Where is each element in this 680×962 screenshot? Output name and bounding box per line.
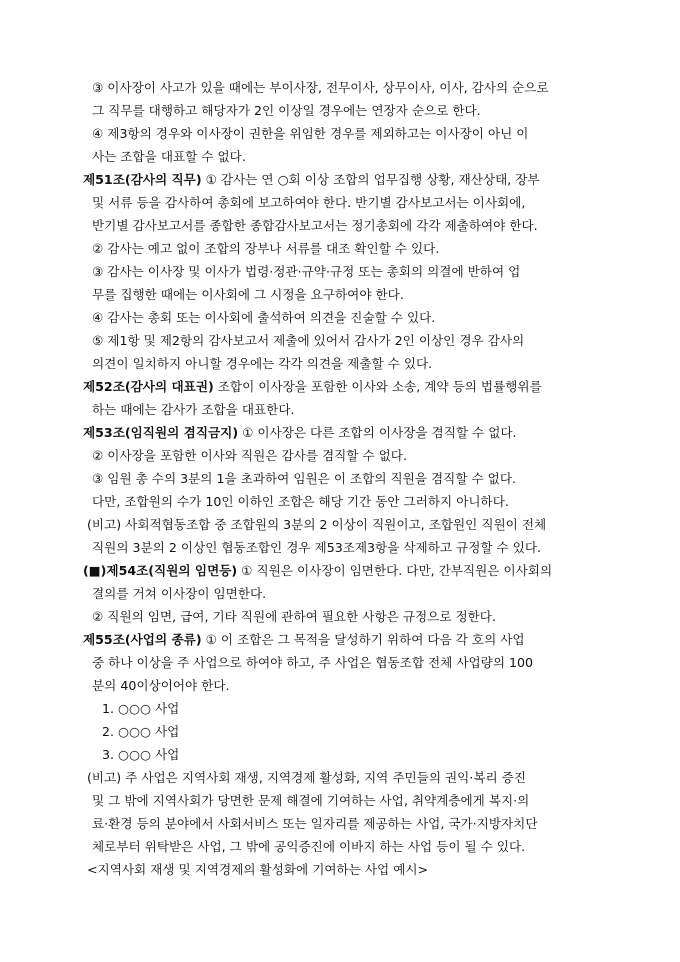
paragraph-line: 사는 조합을 대표할 수 없다. xyxy=(92,149,246,164)
article-52-text: 조합이 이사장을 포함한 이사와 소송, 계약 등의 법률행위를 xyxy=(217,379,542,394)
paragraph-line: ② 이사장을 포함한 이사와 직원은 감사를 겸직할 수 없다. xyxy=(92,448,407,463)
paragraph-line: ② 직원의 임면, 급여, 기타 직원에 관하여 필요한 사항은 규정으로 정한다. xyxy=(92,609,496,624)
article-51-line xyxy=(83,171,540,188)
article-51-text: ① 감사는 연 ○회 이상 조합의 업무집행 상황, 재산상태, 장부 xyxy=(205,172,540,187)
paragraph-line: ④ 감사는 총회 또는 이사회에 출석하여 의견을 진술할 수 있다. xyxy=(92,310,436,325)
paragraph-line: 결의를 거쳐 이사장이 임면한다. xyxy=(92,586,267,601)
paragraph-line: ③ 이사장이 사고가 있을 때에는 부이사장, 전무이사, 상무이사, 이사, 감사의 순으로 xyxy=(92,80,549,95)
note-line: (비고) 사회적협동조합 중 조합원의 3분의 2 이상이 직원이고, 조합원인 직원이 전체 xyxy=(87,517,547,532)
paragraph-line: ② 감사는 예고 없이 조합의 장부나 서류를 대조 확인할 수 있다. xyxy=(92,241,440,256)
article-51-heading: 제51조(감사의 직무) xyxy=(83,172,202,187)
article-53-text: ① 이사장은 다른 조합의 이사장을 겸직할 수 없다. xyxy=(242,425,517,440)
article-55-line xyxy=(83,631,525,648)
paragraph-line: ③ 임원 총 수의 3분의 1을 초과하여 임원은 이 조합의 직원을 겸직할 수 없다. xyxy=(92,471,516,486)
paragraph-line: 의견이 일치하지 아니할 경우에는 각각 의견을 제출할 수 있다. xyxy=(92,356,433,371)
article-53-heading: 제53조(임직원의 겸직금지) xyxy=(83,425,239,440)
list-item: 3. ○○○ 사업 xyxy=(102,747,180,762)
paragraph-line: 반기별 감사보고서를 종합한 종합감사보고서는 정기총회에 각각 제출하여야 한다. xyxy=(92,218,538,233)
article-53-line xyxy=(83,424,517,441)
article-54-text: ① 직원은 이사장이 임면한다. 다만, 간부직원은 이사회의 xyxy=(241,563,553,578)
article-54-heading: (■)제54조(직원의 임면등) xyxy=(83,563,238,578)
note-line: (비고) 주 사업은 지역사회 재생, 지역경제 활성화, 지역 주민들의 권익·복리 증진 xyxy=(87,770,527,785)
paragraph-line: 무를 집행한 때에는 이사회에 그 시정을 요구하여야 한다. xyxy=(92,287,404,302)
paragraph-line: ⑤ 제1항 및 제2항의 감사보고서 제출에 있어서 감사가 2인 이상인 경우 감사의 xyxy=(92,333,525,348)
note-line: 직원의 3분의 2 이상인 협동조합인 경우 제53조제3항을 삭제하고 규정할 수 있다. xyxy=(92,540,542,555)
paragraph-line: 그 직무를 대행하고 해당자가 2인 이상일 경우에는 연장자 순으로 한다. xyxy=(92,103,481,118)
paragraph-line: 및 서류 등을 감사하여 총회에 보고하여야 한다. 반기별 감사보고서는 이사회에, xyxy=(92,195,526,210)
article-52-heading: 제52조(감사의 대표권) xyxy=(83,379,214,394)
paragraph-line: ③ 감사는 이사장 및 이사가 법령·정관·규약·규정 또는 총회의 의결에 반하여 업 xyxy=(92,264,521,279)
paragraph-line: 분의 40이상이어야 한다. xyxy=(92,678,230,693)
paragraph-line: 다만, 조합원의 수가 10인 이하인 조합은 해당 기간 동안 그러하지 아니하다. xyxy=(92,494,509,509)
article-55-text: ① 이 조합은 그 목적을 달성하기 위하여 다음 각 호의 사업 xyxy=(205,632,525,647)
list-item: 2. ○○○ 사업 xyxy=(102,724,180,739)
article-52-line xyxy=(83,378,542,395)
paragraph-line: 중 하나 이상을 주 사업으로 하여야 하고, 주 사업은 협동조합 전체 사업량의 100 xyxy=(92,655,534,670)
section-caption: <지역사회 재생 및 지역경제의 활성화에 기여하는 사업 예시> xyxy=(87,862,429,877)
list-item: 1. ○○○ 사업 xyxy=(102,701,180,716)
note-line: 료·환경 등의 분야에서 사회서비스 또는 일자리를 제공하는 사업, 국가·지방자치단 xyxy=(92,816,538,831)
article-55-heading: 제55조(사업의 종류) xyxy=(83,632,202,647)
article-54-line xyxy=(83,562,552,579)
note-line: 및 그 밖에 지역사회가 당면한 문제 해결에 기여하는 사업, 취약계층에게 복지·의 xyxy=(92,793,530,808)
paragraph-line: ④ 제3항의 경우와 이사장이 권한을 위임한 경우를 제외하고는 이사장이 아닌 이 xyxy=(92,126,529,141)
note-line: 체로부터 위탁받은 사업, 그 밖에 공익증진에 이바지 하는 사업 등이 될 수 있다. xyxy=(92,839,526,854)
paragraph-line: 하는 때에는 감사가 조합을 대표한다. xyxy=(92,402,295,417)
